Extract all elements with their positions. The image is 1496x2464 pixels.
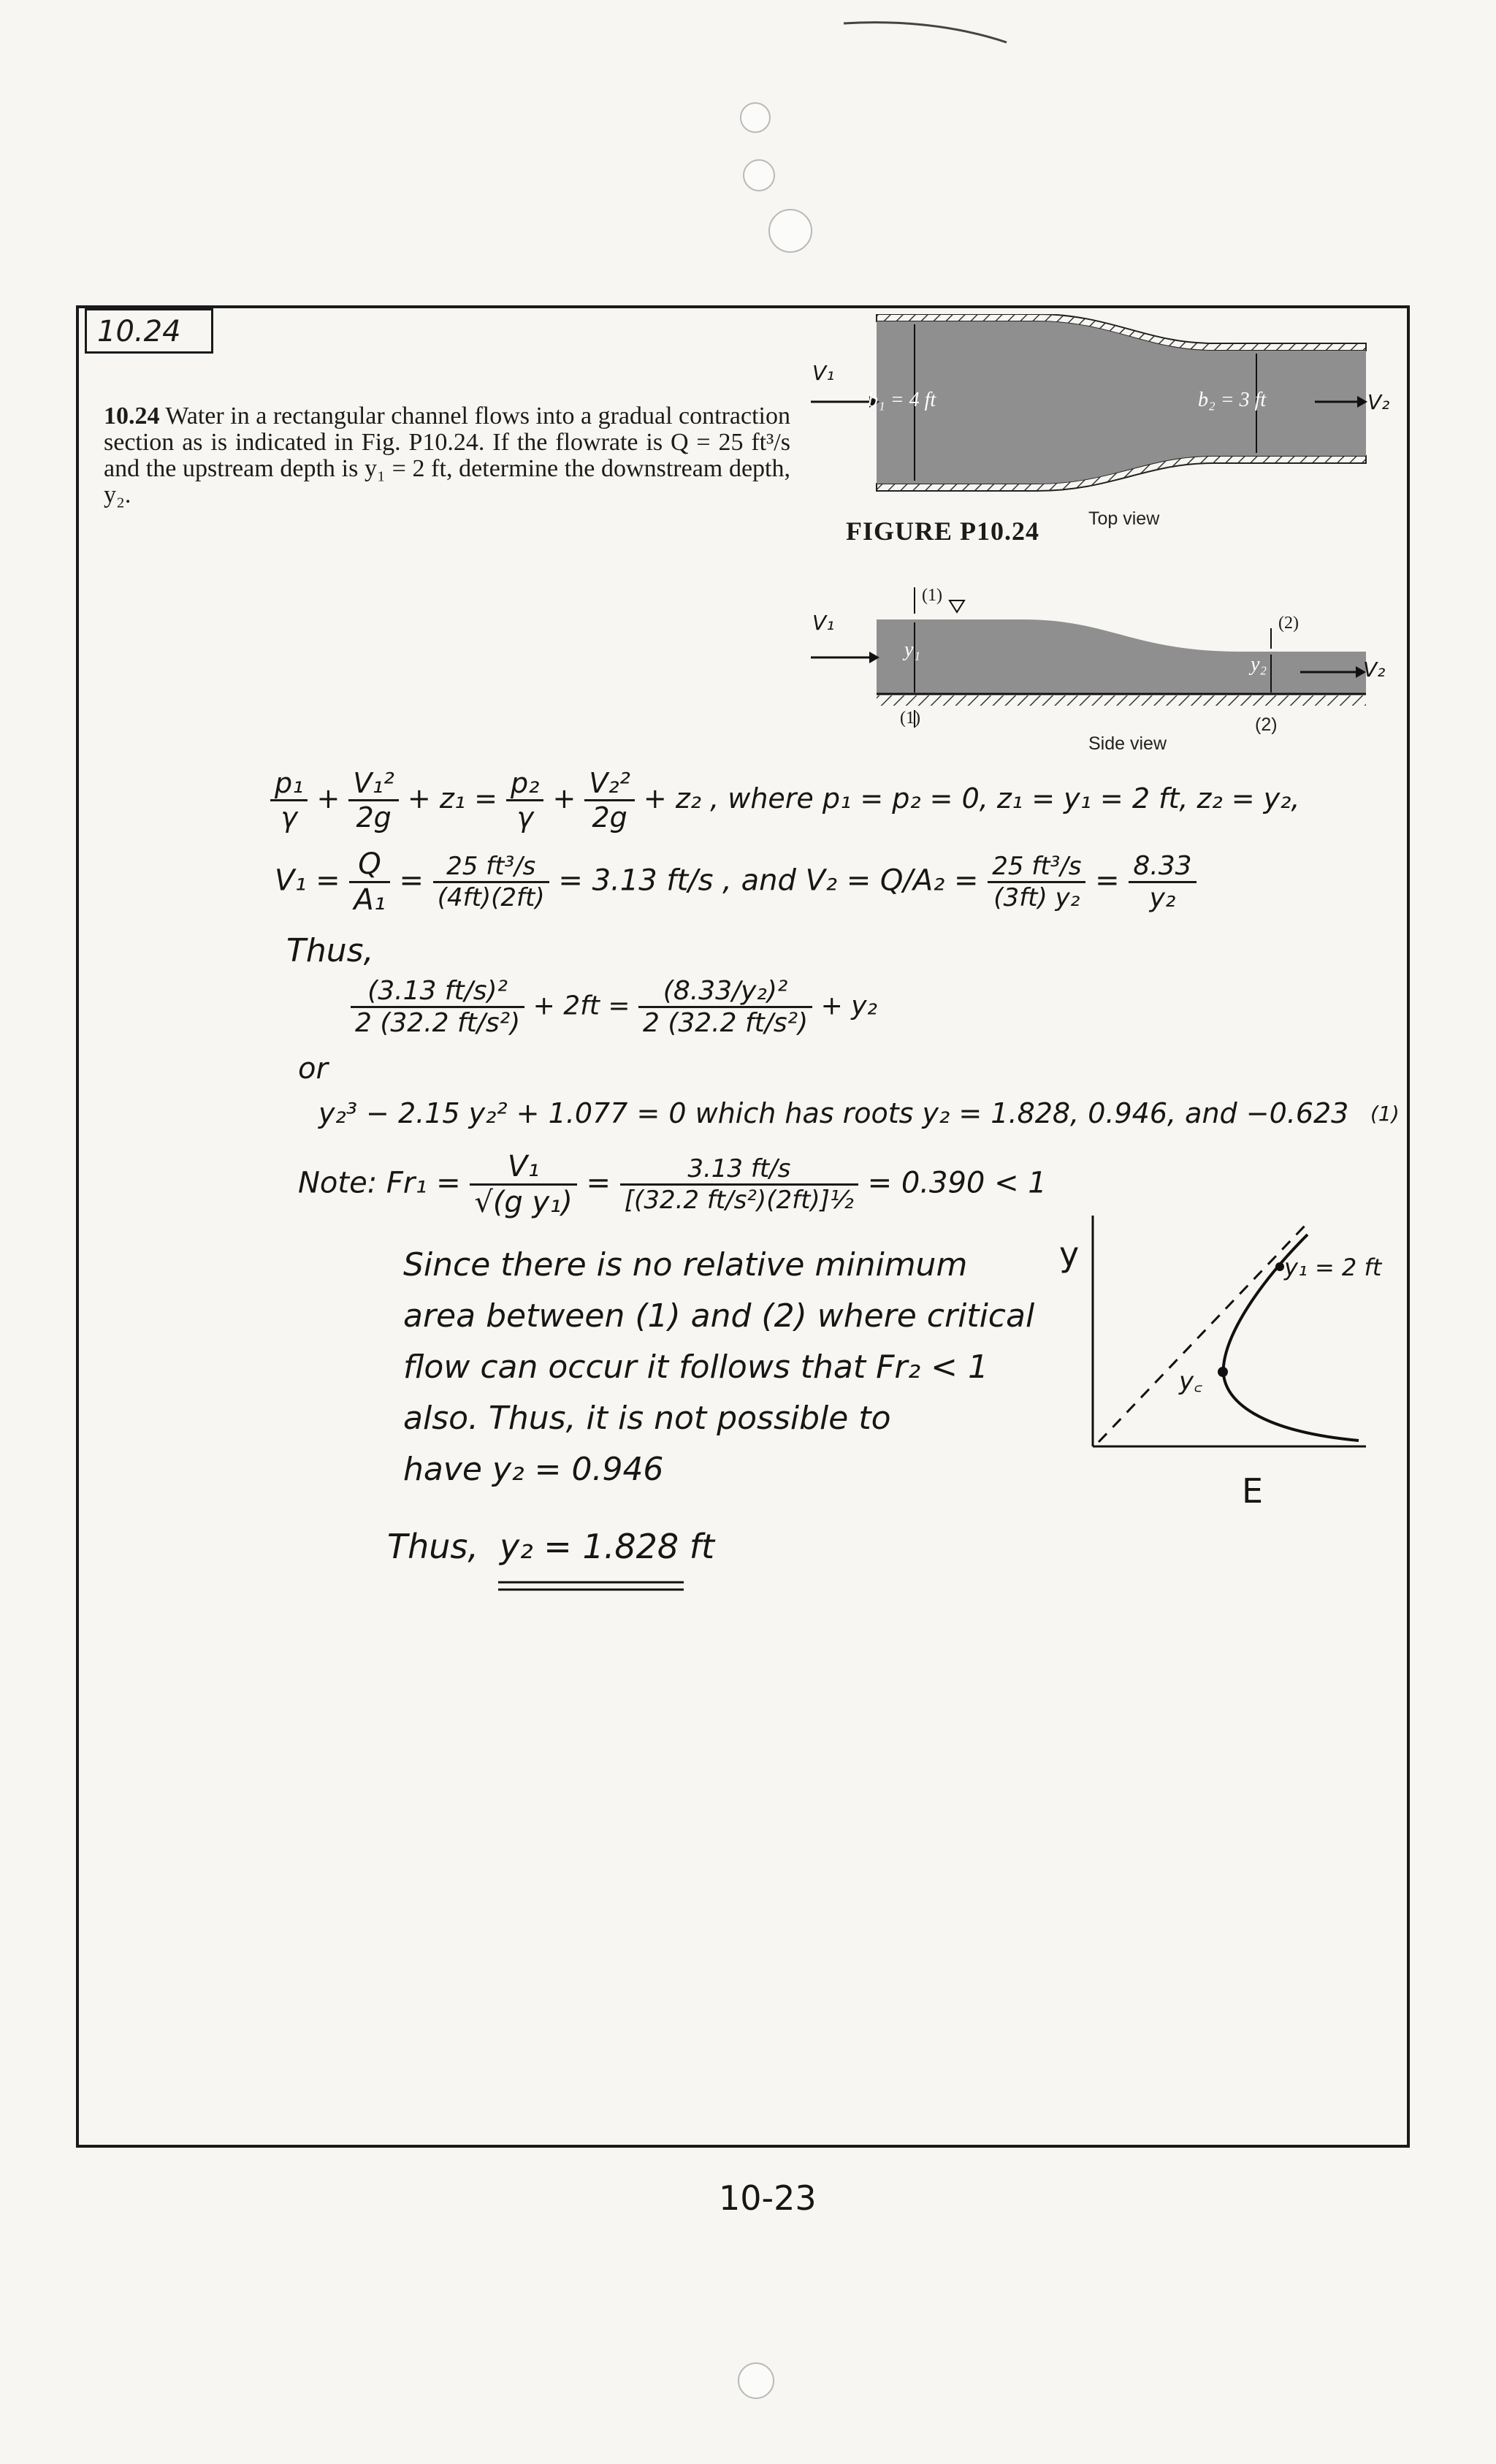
b2-label: b₂ = 3 ft [1198, 389, 1267, 411]
side-v1-label: V₁ [812, 611, 835, 635]
section1-top-label: (1) [922, 586, 942, 605]
figure-caption: FIGURE P10.24 [846, 516, 1039, 546]
cubic-equation: y₂³ − 2.15 y₂² + 1.077 = 0 which has roots y₂ = 1.828, 0.946, and −0.623 [318, 1097, 1349, 1129]
punch-hole-2 [743, 159, 775, 191]
problem-number-box [85, 308, 213, 354]
problem-text: Water in a rectangular channel flows into a gradual contraction section as is indicated in Fig. P10.24. If the flowrate is Q = 25 ft³/s and the upstream depth is y₁ = 2 ft, determine the downstream depth, y₂. [104, 403, 790, 508]
explanation-line-5: have y₂ = 0.946 [403, 1451, 664, 1488]
explanation-line-1: Since there is no relative minimum [403, 1246, 968, 1284]
thus-label-1: Thus, [286, 932, 374, 969]
section1-bottom-label: (1) [900, 709, 920, 728]
final-answer: y₂ = 1.828 ft [500, 1527, 714, 1566]
v1-fraction: $\frac{\text{25 ft³/s}}{(4ft)(2ft)}$ [433, 852, 549, 912]
velocity-line: V₁ = $\frac{Q}{\text{A₁}}$ = $\frac{\text{25 ft³/s}}{(4ft)(2ft)}$ = 3.13 ft/s , and V₂ = Q/A₂ = $\frac{\text{25 ft³/s}}{\text{(3ft) y₂}}$ = $\frac{8.33}{\text{y₂}}$ [275, 847, 1197, 917]
section2-bottom-label: (2) [1255, 714, 1278, 735]
p2-term: $\frac{\text{p₂}}{\gamma}$ [506, 767, 543, 834]
v1-result: = 3.13 ft/s , and [558, 863, 796, 898]
explanation-line-4: also. Thus, it is not possible to [403, 1400, 891, 1437]
side-view-figure [804, 584, 1402, 731]
stray-pen-mark [840, 15, 1015, 51]
p1-term: $\frac{\text{p₁}}{\gamma}$ [270, 767, 308, 834]
punch-hole-4 [738, 2362, 774, 2399]
answer-double-underline [497, 1579, 687, 1594]
side-view-label: Side view [1088, 733, 1167, 754]
v2-head-term: $\frac{\text{V₂²}}{2g}$ [584, 767, 634, 834]
problem-number-handwritten: 10.24 [97, 315, 181, 348]
problem-number: 10.24 [104, 403, 160, 430]
top-v2-label: V₂ [1367, 390, 1390, 414]
graph-yc-label: y꜀ [1179, 1367, 1202, 1396]
section2-top-label: (2) [1278, 614, 1299, 633]
y1-label: y₁ [904, 638, 921, 661]
graph-y-axis-label: y [1059, 1235, 1080, 1274]
froude-note: Note: Fr₁ = $\frac{\text{V₁}}{\text{√(g y₁)}}$ = $\frac{3.13 ft/s}{\text{[(32.2 ft/s²)(2ft)]½}}$ = 0.390 < 1 [298, 1150, 1047, 1219]
v1-head-term: $\frac{\text{V₁²}}{2g}$ [348, 767, 398, 834]
b1-label: b₁ = 4 ft [868, 389, 936, 411]
page-number: 10-23 [719, 2178, 817, 2218]
equation-tag: (1) [1370, 1102, 1400, 1126]
energy-conditions: , where p₁ = p₂ = 0, z₁ = y₁ = 2 ft, z₂ = y₂, [710, 782, 1300, 815]
explanation-line-2: area between (1) and (2) where critical [403, 1297, 1035, 1335]
v2-lhs: V₂ = Q/A₂ = [805, 863, 979, 898]
v2-fraction: $\frac{\text{25 ft³/s}}{\text{(3ft) y₂}}$ [988, 852, 1085, 912]
y2-label: y₂ [1251, 653, 1267, 676]
punch-hole-1 [740, 102, 771, 133]
thus-label-2: Thus, [387, 1527, 478, 1566]
v2-result: $\frac{8.33}{\text{y₂}}$ [1129, 851, 1196, 913]
top-view-label: Top view [1088, 508, 1160, 529]
substituted-equation: $\frac{\text{(3.13 ft/s)²}}{\text{2 (32.2 ft/s²)}}$ + 2ft = $\frac{\text{(8.33/y₂)²}}{\text{2 (32.2 ft/s²)}}$ + y₂ [351, 976, 877, 1038]
top-v1-label: V₁ [812, 361, 835, 385]
graph-x-axis-label: E [1242, 1471, 1264, 1511]
punch-hole-3 [768, 209, 812, 253]
side-v2-label: V₂ [1363, 657, 1386, 682]
graph-y1-label: y₁ = 2 ft [1284, 1254, 1382, 1281]
specific-energy-graph [1088, 1213, 1381, 1454]
energy-equation: $\frac{\text{p₁}}{\gamma}$ + $\frac{\text{V₁²}}{2g}$ + z₁ = $\frac{\text{p₂}}{\gamma}$ + $\frac{\text{V₂²}}{2g}$ + z₂ , where p₁ = p₂ = 0, z₁ = y₁ = 2 ft, z₂ = y₂, [270, 767, 1300, 834]
explanation-line-3: flow can occur it follows that Fr₂ < 1 [403, 1349, 988, 1386]
or-label: or [298, 1052, 328, 1086]
problem-statement [104, 403, 790, 508]
